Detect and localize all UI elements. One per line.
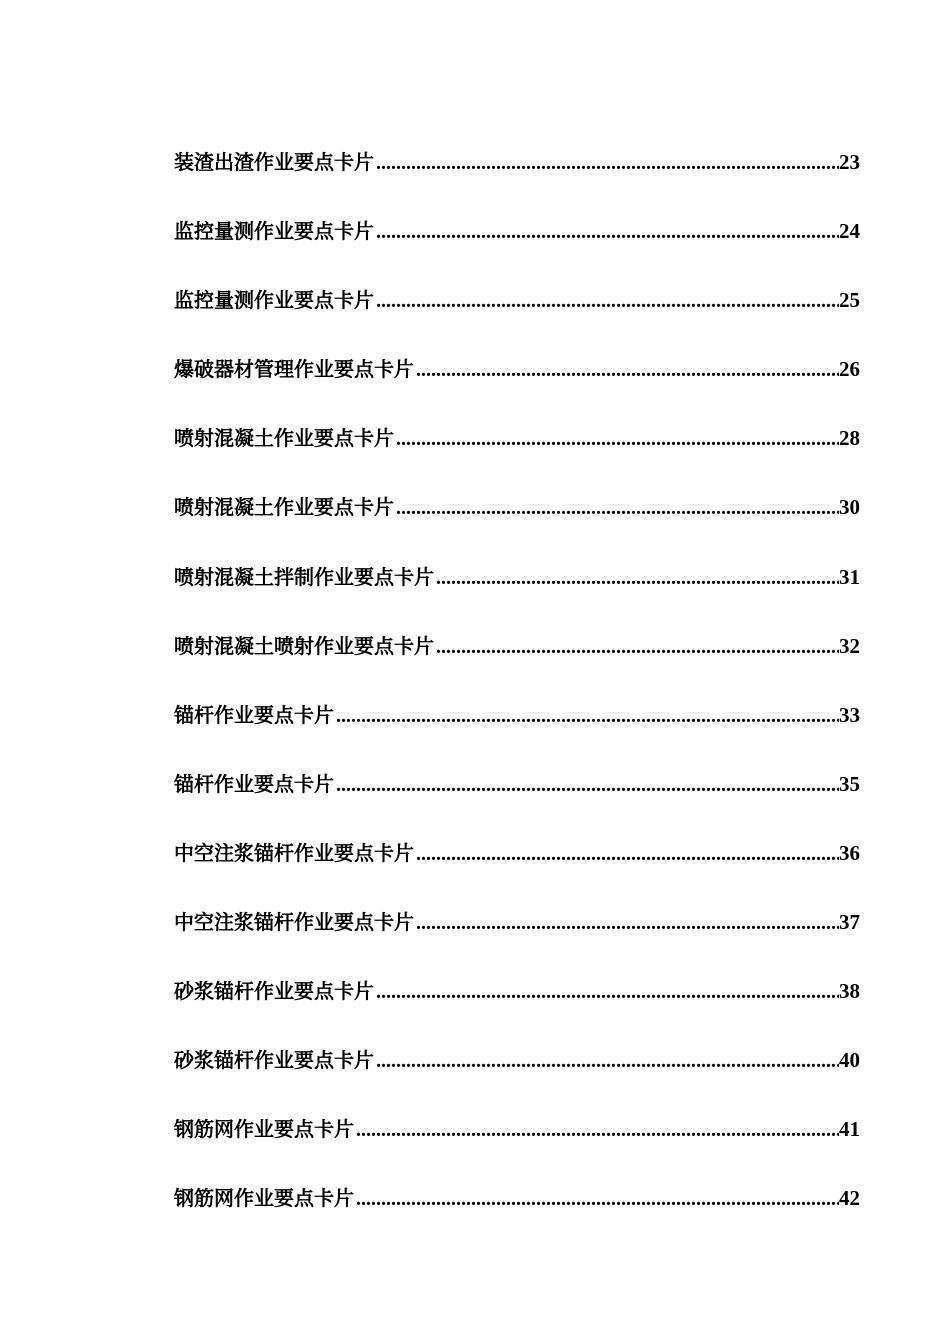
toc-entry[interactable] [174, 831, 860, 900]
toc-entry[interactable] [174, 416, 860, 485]
toc-entry[interactable] [174, 1038, 860, 1107]
toc-entry-title: 锚杆作业要点卡片 [174, 702, 334, 727]
toc-entry-title: 中空注浆锚杆作业要点卡片 [174, 910, 414, 935]
toc-dot-leader [434, 625, 839, 669]
toc-dot-leader [374, 210, 839, 254]
toc-entry[interactable] [174, 485, 860, 554]
toc-entry[interactable] [174, 140, 860, 209]
toc-entry-title: 钢筋网作业要点卡片 [174, 1186, 354, 1211]
toc-dot-leader [334, 694, 839, 738]
toc-dot-leader [354, 1177, 839, 1221]
toc-entry[interactable] [174, 762, 860, 831]
toc-page-number: 32 [839, 633, 860, 658]
toc-page-number: 42 [839, 1186, 860, 1211]
toc-page-number: 28 [839, 426, 860, 451]
toc-dot-leader [434, 556, 839, 600]
toc-entry-title: 锚杆作业要点卡片 [174, 771, 334, 796]
toc-entry[interactable] [174, 347, 860, 416]
toc-entry-title: 喷射混凝土作业要点卡片 [174, 495, 394, 520]
toc-page-number: 41 [839, 1117, 860, 1142]
toc-entry-title: 中空注浆锚杆作业要点卡片 [174, 840, 414, 865]
toc-entry-title: 砂浆锚杆作业要点卡片 [174, 979, 374, 1004]
toc-page-number: 31 [839, 564, 860, 589]
toc-page-number: 30 [839, 495, 860, 520]
toc-dot-leader [394, 486, 839, 530]
toc-entry-title: 爆破器材管理作业要点卡片 [174, 357, 414, 382]
toc-entry-title: 钢筋网作业要点卡片 [174, 1117, 354, 1142]
toc-entry[interactable] [174, 693, 860, 762]
toc-page-number: 33 [839, 702, 860, 727]
toc-entry[interactable] [174, 900, 860, 969]
toc-dot-leader [354, 1108, 839, 1152]
toc-entry-title: 喷射混凝土喷射作业要点卡片 [174, 633, 434, 658]
toc-entry[interactable] [174, 555, 860, 624]
toc-entry[interactable] [174, 278, 860, 347]
toc-entry[interactable] [174, 209, 860, 278]
toc-entry-title: 砂浆锚杆作业要点卡片 [174, 1048, 374, 1073]
toc-page-number: 25 [839, 288, 860, 313]
toc-page-number: 23 [839, 150, 860, 174]
toc-entry[interactable] [174, 969, 860, 1038]
toc-page-number: 35 [839, 771, 860, 796]
toc-entry-title: 喷射混凝土作业要点卡片 [174, 426, 394, 451]
toc-dot-leader [334, 763, 839, 807]
toc-dot-leader [374, 141, 839, 185]
toc-entry[interactable] [174, 1176, 860, 1245]
toc-page-number: 26 [839, 357, 860, 382]
toc-dot-leader [394, 417, 839, 461]
toc-entry-title: 监控量测作业要点卡片 [174, 219, 374, 244]
table-of-contents [174, 140, 860, 1246]
toc-dot-leader [414, 832, 839, 876]
toc-dot-leader [414, 901, 839, 945]
toc-entry-title: 装渣出渣作业要点卡片 [174, 150, 374, 174]
toc-page-number: 36 [839, 840, 860, 865]
toc-page-number: 40 [839, 1048, 860, 1073]
toc-dot-leader [374, 1039, 839, 1083]
toc-dot-leader [414, 348, 839, 392]
toc-dot-leader [374, 970, 839, 1014]
toc-page-number: 24 [839, 219, 860, 244]
toc-entry[interactable] [174, 624, 860, 693]
toc-entry-title: 喷射混凝土拌制作业要点卡片 [174, 564, 434, 589]
toc-page-number: 37 [839, 910, 860, 935]
toc-page-number: 38 [839, 979, 860, 1004]
toc-entry[interactable] [174, 1107, 860, 1176]
toc-dot-leader [374, 279, 839, 323]
toc-entry-title: 监控量测作业要点卡片 [174, 288, 374, 313]
